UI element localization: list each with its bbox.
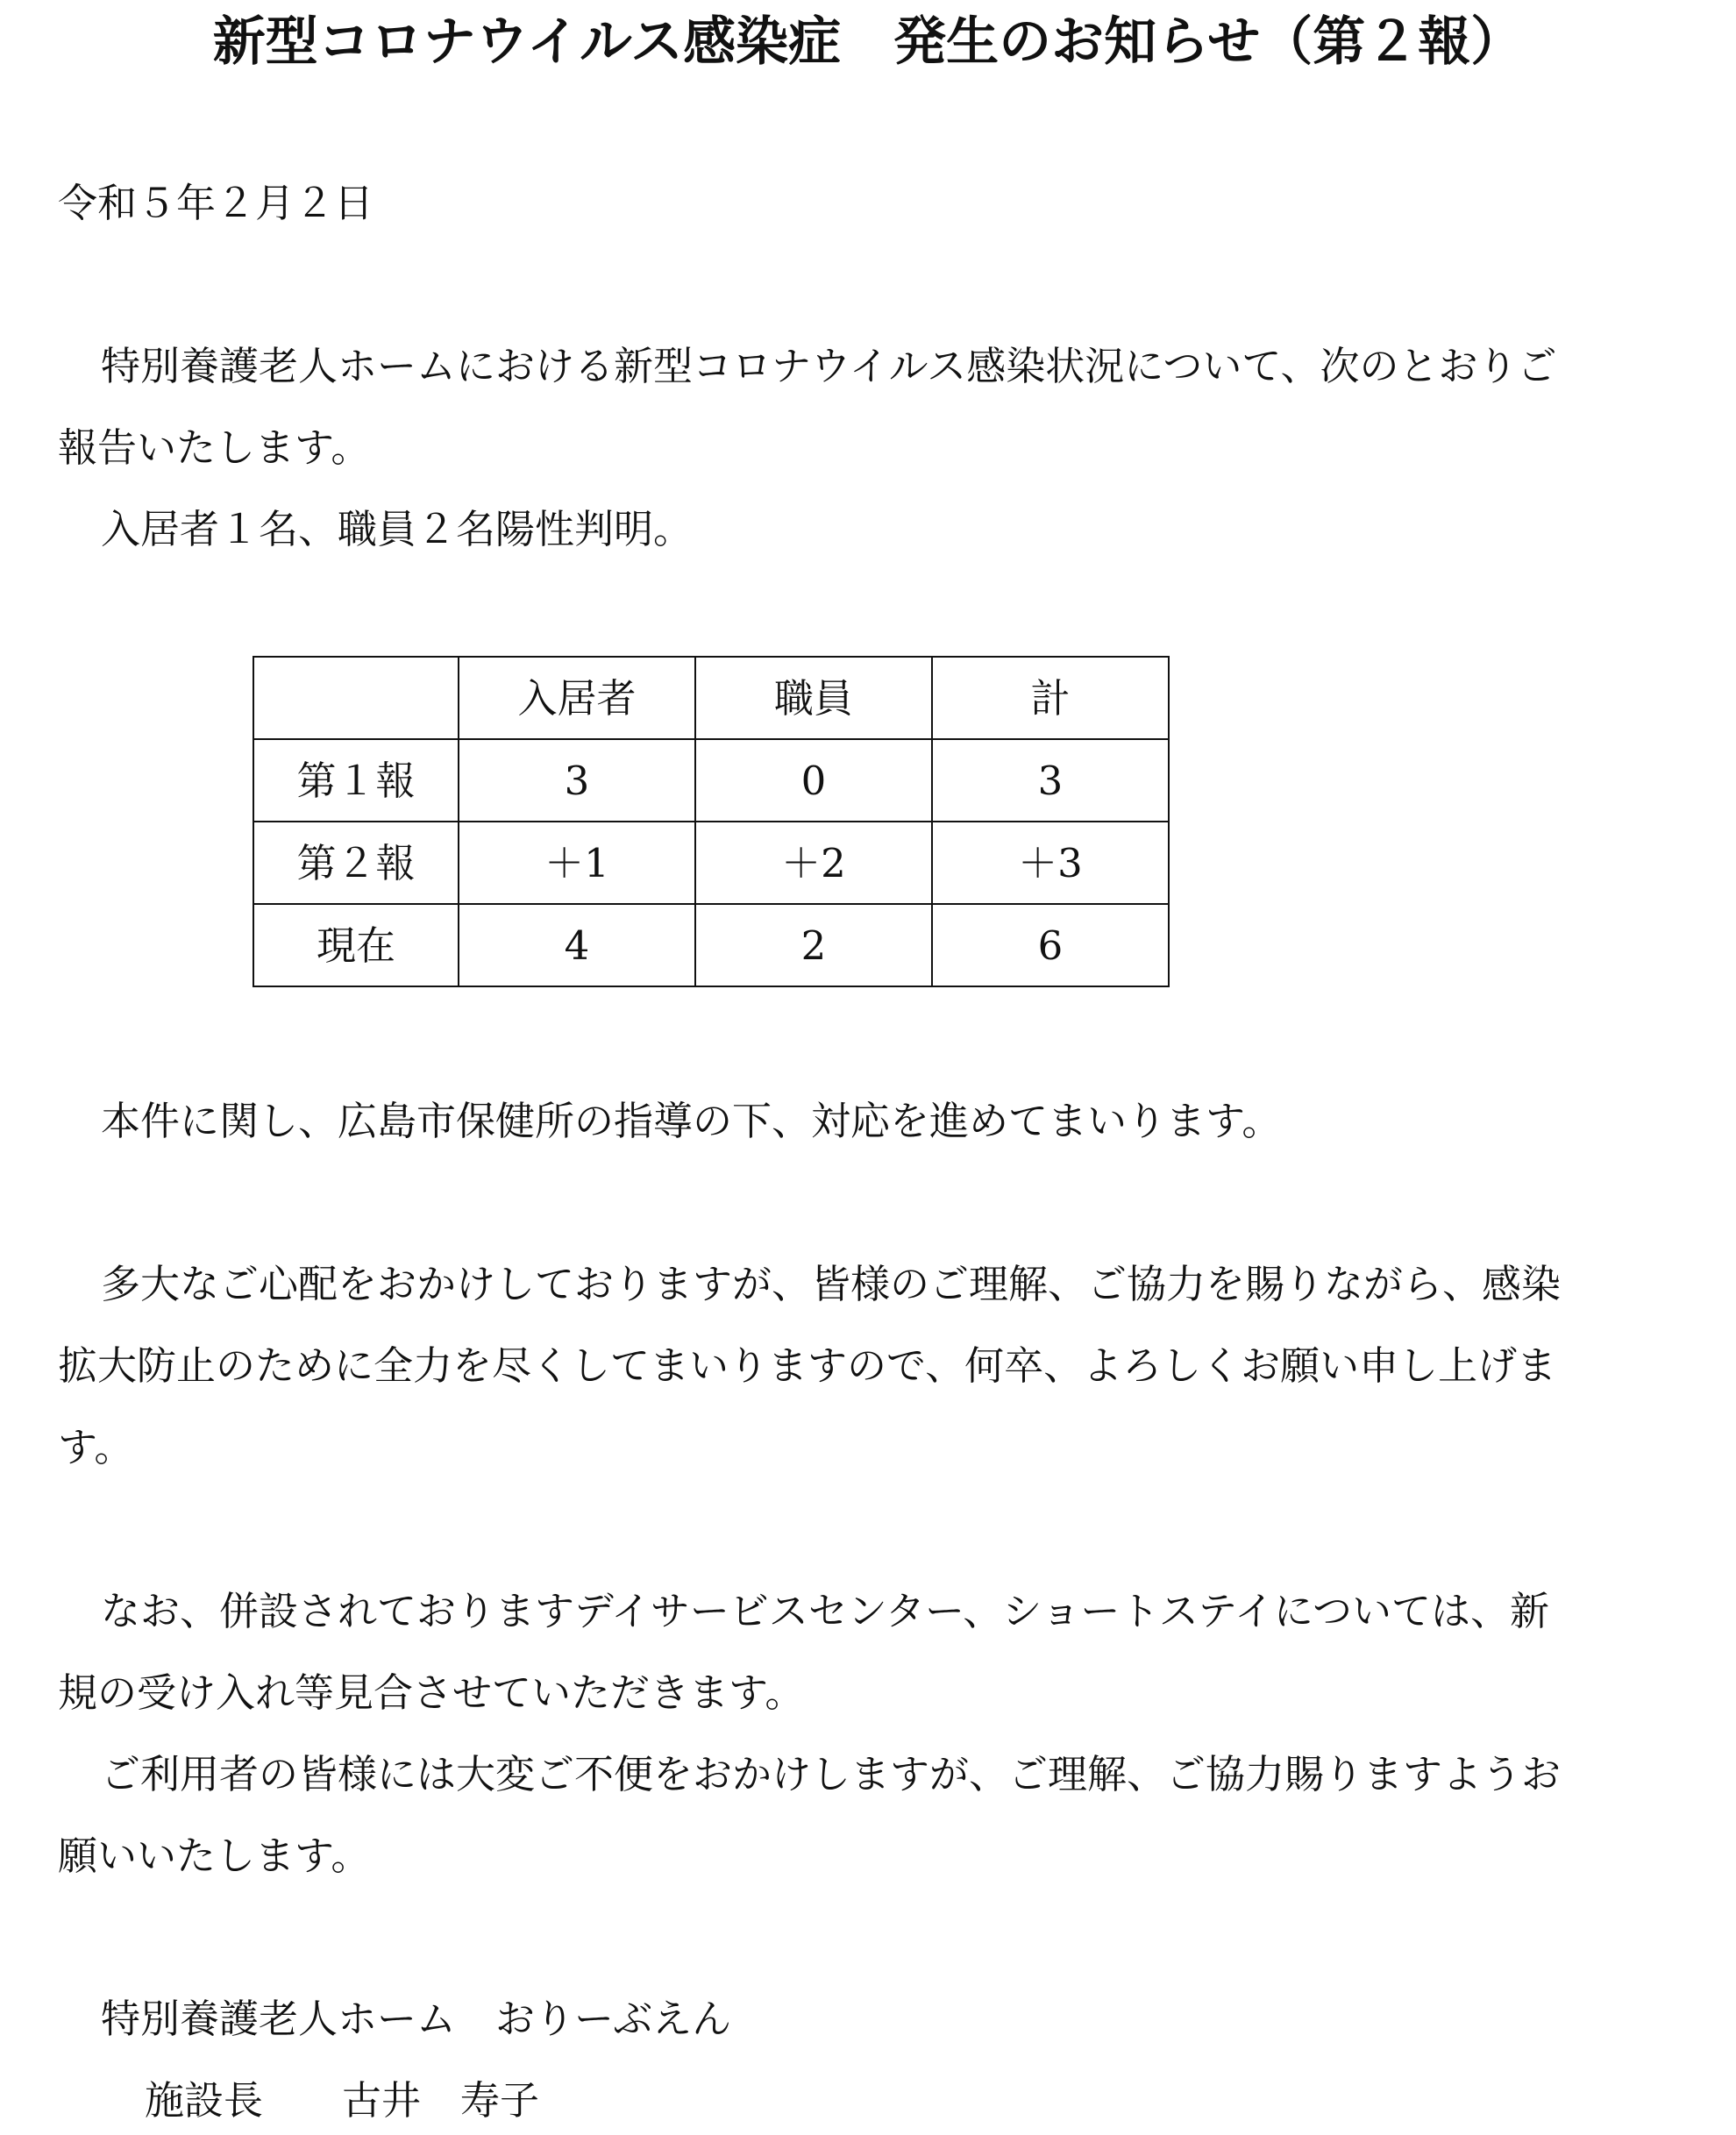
paragraph-services-line-3: ご利用者の皆様には大変ご不便をおかけしますが、ご理解、ご協力賜りますようお: [101, 1751, 1562, 1797]
table-header-cell: 職員: [695, 657, 932, 739]
table-row: [253, 904, 1169, 986]
intro-line-1: 特別養護老人ホームにおける新型コロナウイルス感染状況について、次のとおりご: [101, 343, 1557, 389]
signature-organization: 特別養護老人ホーム おりーぶえん: [101, 1996, 732, 2042]
table-row-label: 現在: [253, 904, 459, 986]
paragraph-apology-line-3: す。: [58, 1424, 134, 1470]
paragraph-apology-line-2: 拡大防止のために全力を尽くしてまいりますので、何卒、よろしくお願い申し上げま: [58, 1342, 1557, 1389]
table-row: [253, 822, 1169, 904]
table-row: [253, 739, 1169, 822]
intro-line-3: 入居者１名、職員２名陽性判明。: [101, 506, 694, 552]
infection-count-table: [253, 656, 1170, 987]
table-row-label: 第１報: [253, 739, 459, 822]
paragraph-response-line-1: 本件に関し、広島市保健所の指導の下、対応を進めてまいります。: [101, 1098, 1282, 1144]
table-cell: 6: [932, 904, 1169, 986]
document-title: 新型コロナウイルス感染症 発生のお知らせ（第２報）: [212, 11, 1524, 73]
table-row-label: 第２報: [253, 822, 459, 904]
paragraph-services-line-4: 願いいたします。: [58, 1833, 371, 1879]
table-header-cell: 入居者: [459, 657, 695, 739]
table-cell: ＋1: [459, 822, 695, 904]
paragraph-services-line-1: なお、併設されておりますデイサービスセンター、ショートステイについては、新: [101, 1588, 1549, 1634]
table-cell: 3: [932, 739, 1169, 822]
paragraph-apology-line-1: 多大なご心配をおかけしておりますが、皆様のご理解、ご協力を賜りながら、感染: [101, 1261, 1562, 1307]
paragraph-services-line-2: 規の受け入れ等見合させていただきます。: [58, 1669, 805, 1716]
table-cell: 0: [695, 739, 932, 822]
table-header-cell: [253, 657, 459, 739]
table-header-row: [253, 657, 1169, 739]
table-header-cell: 計: [932, 657, 1169, 739]
signature-director: 施設長 古井 寿子: [145, 2077, 540, 2124]
table-cell: ＋2: [695, 822, 932, 904]
table-cell: 4: [459, 904, 695, 986]
document-date: 令和５年２月２日: [58, 180, 374, 226]
intro-line-2: 報告いたします。: [58, 424, 371, 471]
table-cell: 2: [695, 904, 932, 986]
table-cell: 3: [459, 739, 695, 822]
table-cell: ＋3: [932, 822, 1169, 904]
